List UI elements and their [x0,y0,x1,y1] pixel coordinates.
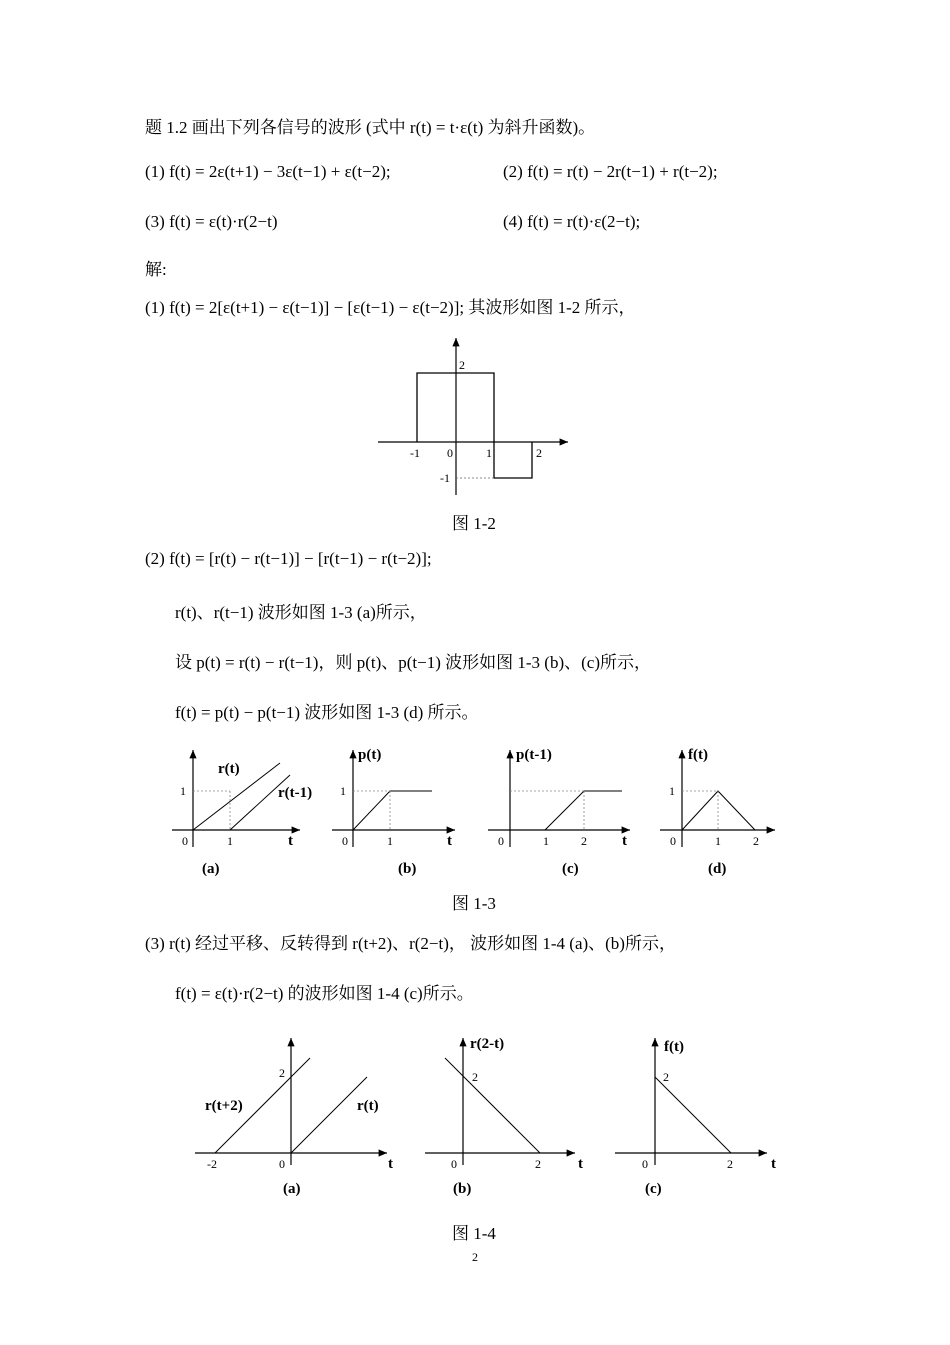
figure-label: f(t) [664,1039,684,1055]
f-t-triangle [682,791,755,830]
figure-label: 1 [543,834,549,848]
figure-label: (b) [398,861,417,877]
p-t-1-line [545,791,622,830]
page-number: 2 [472,1250,478,1264]
r-2-minus-t-line [445,1058,540,1153]
fig13-c [488,747,630,877]
figure-1-4 [185,1030,785,1205]
tick-label: 0 [447,446,453,460]
figure-label: 2 [472,1070,478,1084]
fig13-d [660,747,775,877]
figure-1-3-caption: 图 1-3 [452,894,496,913]
figure-label: 2 [727,1157,733,1171]
solution-2: (2) f(t) = [r(t) − r(t−1)] − [r(t−1) − r(t−2)]; [145,549,432,568]
figure-label: 0 [342,834,348,848]
figure-label: 1 [715,834,721,848]
p-t-line [353,791,432,830]
figure-label: 1 [387,834,393,848]
figure-label: (d) [708,861,727,877]
figure-label: (b) [453,1181,472,1197]
r-t-1-line [230,775,290,830]
figure-label: 1 [669,784,675,798]
solution-label: 解: [145,260,167,279]
figure-label: t [622,833,627,849]
figure-label: 1 [180,784,186,798]
figure-label: t [288,833,293,849]
solution-2a: r(t)、r(t−1) 波形如图 1-3 (a)所示， [175,603,427,622]
problem-item-3: (3) f(t) = ε(t)·r(2−t) [145,212,278,231]
figure-label: r(t) [218,761,240,777]
tick-label: 1 [486,446,492,460]
figure-1-2 [370,330,580,500]
figure-label: r(t-1) [278,785,313,801]
solution-2b: 设 p(t) = r(t) − r(t−1)，则 p(t)、p(t−1) 波形如图 1-3 (b)、(c)所示， [175,653,651,672]
figure-label: r(2-t) [470,1036,505,1052]
figure-label: 0 [498,834,504,848]
figure-label: 2 [535,1157,541,1171]
figure-label: t [578,1156,583,1172]
r-t-line [291,1077,367,1153]
figure-label: 2 [279,1066,285,1080]
figure-label: 0 [279,1157,285,1171]
figure-label: r(t) [357,1098,379,1114]
figure-label: t [447,833,452,849]
figure-1-3 [160,735,790,885]
waveform-negative-pulse [494,442,532,478]
figure-label: (c) [562,861,579,877]
fig13-b [332,747,455,877]
figure-label: (a) [202,861,220,877]
solution-3: (3) r(t) 经过平移、反转得到 r(t+2)、r(2−t)， 波形如图 1-4 (a)、(b)所示， [145,934,676,953]
problem-item-2: (2) f(t) = r(t) − 2r(t−1) + r(t−2); [503,162,718,181]
figure-label: 0 [182,834,188,848]
figure-1-4-caption: 图 1-4 [452,1224,496,1243]
solution-1: (1) f(t) = 2[ε(t+1) − ε(t−1)] − [ε(t−1) − ε(t−2)]; 其波形如图 1-2 所示， [145,298,636,317]
level-low-label: -1 [440,471,450,485]
figure-label: 2 [581,834,587,848]
figure-label: 0 [451,1157,457,1171]
figure-label: r(t+2) [205,1098,243,1114]
fig14-a [195,1038,393,1197]
figure-label: 1 [227,834,233,848]
figure-1-2-caption: 图 1-2 [452,514,496,533]
fig14-c [615,1038,776,1197]
problem-title: 题 1.2 画出下列各信号的波形 (式中 r(t) = t·ε(t) 为斜升函数)。 [145,118,596,137]
solution-2c: f(t) = p(t) − p(t−1) 波形如图 1-3 (d) 所示。 [175,703,479,722]
problem-item-1: (1) f(t) = 2ε(t+1) − 3ε(t−1) + ε(t−2); [145,162,391,181]
figure-label: 0 [670,834,676,848]
problem-item-4: (4) f(t) = r(t)·ε(2−t); [503,212,641,231]
figure-label: 1 [340,784,346,798]
figure-label: t [771,1156,776,1172]
figure-label: 0 [642,1157,648,1171]
figure-label: 2 [753,834,759,848]
tick-label: -1 [410,446,420,460]
figure-label: (c) [645,1181,662,1197]
f-t-line [655,1077,731,1153]
fig14-b [425,1036,583,1197]
figure-label: (a) [283,1181,301,1197]
figure-label: 2 [663,1070,669,1084]
figure-label: f(t) [688,747,708,763]
fig13-a [172,750,312,877]
level-high-label: 2 [459,358,465,372]
tick-label: 2 [536,446,542,460]
solution-3a: f(t) = ε(t)·r(2−t) 的波形如图 1-4 (c)所示。 [175,984,474,1003]
figure-label: p(t-1) [516,747,552,763]
figure-label: t [388,1156,393,1172]
figure-label: -2 [207,1157,217,1171]
figure-label: p(t) [358,747,382,763]
